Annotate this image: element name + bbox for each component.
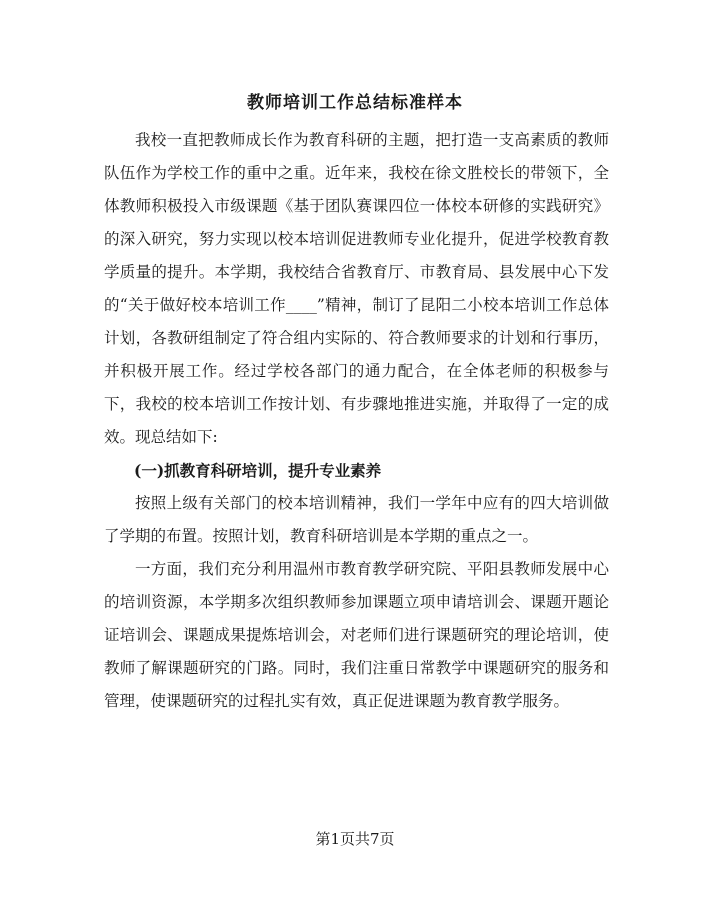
page-number: 第1页共7页: [315, 830, 395, 848]
body-paragraph: 按照上级有关部门的校本培训精神，我们一学年中应有的四大培训做了学期的布置。按照计划，教育科研培训是本学期的重点之一。: [104, 494, 609, 545]
document-title: 教师培训工作总结标准样本: [247, 93, 463, 113]
section-heading: (一)抓教育科研培训，提升专业素养: [134, 461, 382, 480]
document-body: [104, 124, 609, 718]
body-paragraph: 一方面，我们充分利用温州市教育教学研究院、平阳县教师发展中心的培训资源，本学期多次组织教师参加课题立项申请培训会、课题开题论证培训会、课题成果提炼培训会，对老师们进行课题研究的理论培训，使教师了解课题研究的门路。同时，我们注重日常教学中课题研究的服务和管理，使课题研究的过程扎实有效，真正促进课题为教育教学服务。: [104, 560, 609, 710]
intro-paragraph: 我校一直把教师成长作为教育科研的主题，把打造一支高素质的教师队伍作为学校工作的重中之重。近年来，我校在徐文胜校长的带领下，全体教师积极投入市级课题《基于团队赛课四位一体校本研修的实践研究》的深入研究，努力实现以校本培训促进教师专业化提升，促进学校教育教学质量的提升。本学期，我校结合省教育厅、市教育局、县发展中心下发的“关于做好校本培训工作____”精神，制订了昆阳二小校本培训工作总体计划，各教研组制定了符合组内实际的、符合教师要求的计划和行事历，并积极开展工作。经过学校各部门的通力配合，在全体老师的积极参与下，我校的校本培训工作按计划、有步骤地推进实施，并取得了一定的成效。现总结如下:: [104, 131, 609, 446]
